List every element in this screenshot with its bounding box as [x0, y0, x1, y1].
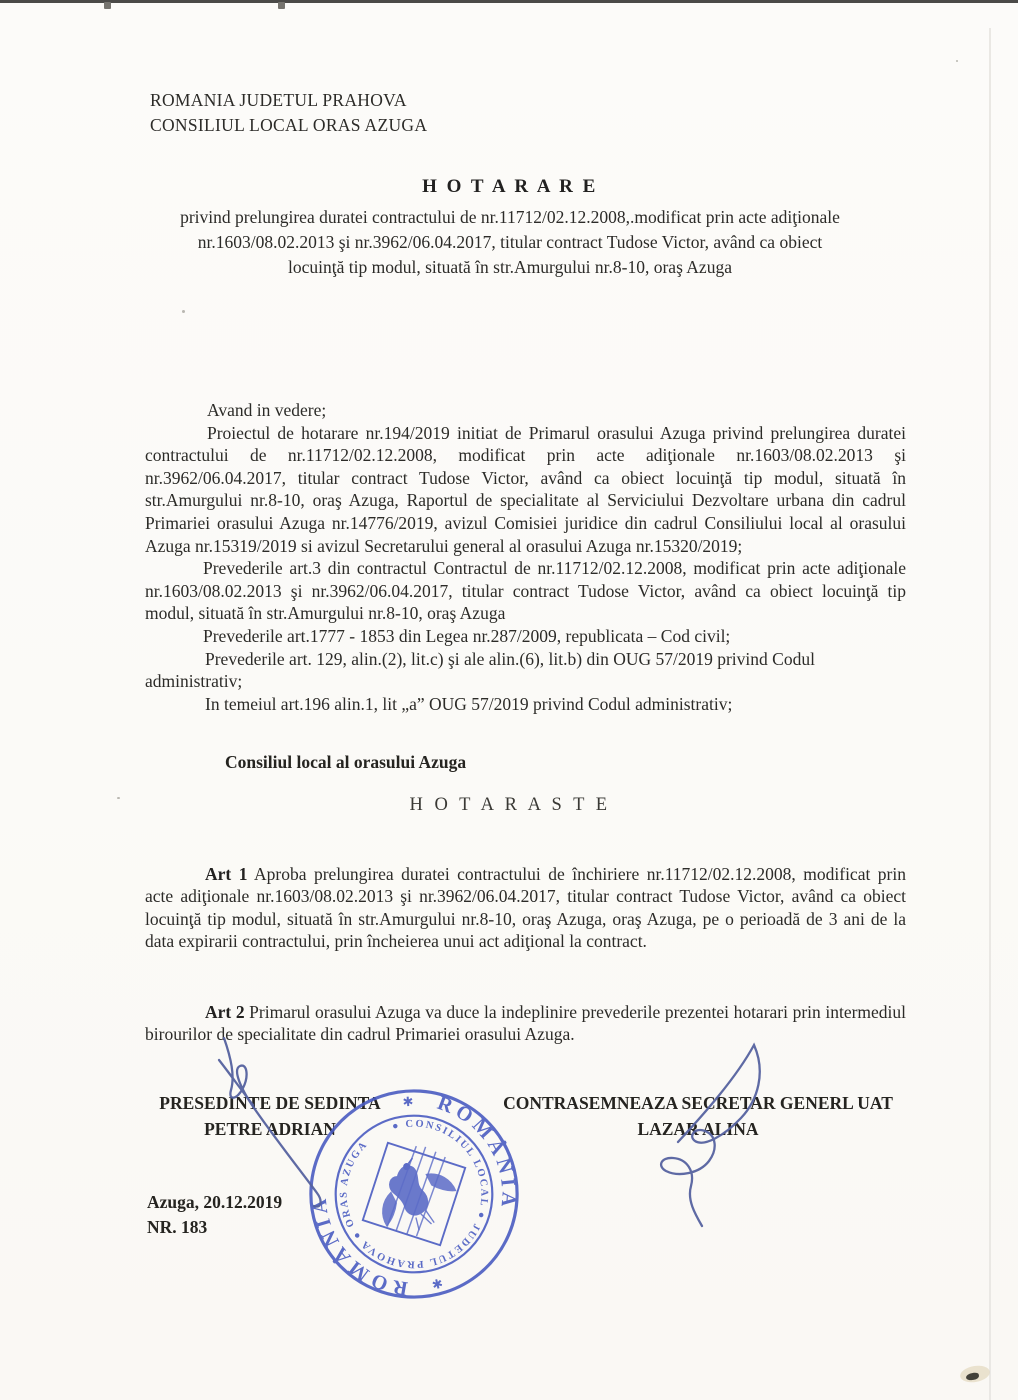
scan-top-edge-artifact — [0, 0, 1018, 3]
article-2-text: Primarul orasului Azuga va duce la indeplinire prevederile prezentei hotarari prin intermediul birourilor de specialitate din cadrul Primariei orasului Azuga. — [145, 1001, 907, 1045]
preamble-paragraph: In temeiul art.196 alin.1, lit „a” OUG 57/2019 privind Codul administrativ; — [205, 693, 733, 714]
document-title: H O T A R A R E — [422, 176, 598, 197]
decision-heading: H O T A R A S T E — [409, 795, 611, 815]
scan-right-edge-artifact — [989, 28, 991, 1400]
title-block — [129, 176, 891, 280]
signature-block-secretary — [488, 1090, 908, 1142]
preamble-paragraph: Prevederile art.1777 - 1853 din Legea nr.287/2009, republicata – Cod civil; — [203, 625, 731, 646]
article-2 — [145, 1001, 906, 1046]
scan-speck — [117, 797, 120, 799]
subtitle-line: nr.1603/08.02.2013 şi nr.3962/06.04.2017, titular contract Tudose Victor, având ca obiect — [197, 232, 823, 252]
subtitle-line: privind prelungirea duratei contractului de nr.11712/02.12.2008,.modificat prin acte adiţionale — [180, 207, 840, 227]
president-role: PRESEDINTE DE SEDINTA — [159, 1093, 381, 1113]
scan-speck — [956, 60, 958, 62]
issuer-country-county: ROMANIA JUDETUL PRAHOVA — [150, 90, 407, 110]
scan-notch-artifact — [104, 2, 111, 9]
article-1 — [145, 863, 906, 953]
article-2-label: Art 2 — [205, 1001, 245, 1022]
decision-number: NR. 183 — [147, 1217, 208, 1237]
stamp-country-text — [304, 1174, 415, 1308]
letterhead — [150, 88, 427, 138]
preamble-paragraph: Prevederile art. 129, alin.(2), lit.c) şi ale alin.(6), lit.b) din OUG 57/2019 privind Codul administrativ; — [145, 648, 815, 692]
signature-block-president — [150, 1090, 390, 1142]
stamp-ring-text: ● CONSILIUL LOCAL ● JUDETUL PRAHOVA ● ORAS AZUGA — [338, 1118, 490, 1270]
subtitle-line: locuinţă tip modul, situată în str.Amurgului nr.8-10, oraş Azuga — [288, 257, 732, 277]
scan-speck — [182, 310, 185, 313]
article-1-label: Art 1 — [205, 863, 248, 884]
secretary-name: LAZAR ALINA — [637, 1119, 759, 1139]
stamp-country-right: ROMÂNIA — [434, 1092, 520, 1212]
preamble-paragraph: Proiectul de hotarare nr.194/2019 initiat de Primarul orasului Azuga privind prelungirea duratei contractului de nr.11712/02.12.2008, modificat prin acte adiţionale nr.1603/08.02.2013 şi nr.3962/06.04.2017, titular contract Tudose Victor, având ca obiect locuinţă tip modul, situată în str.Amurgului nr.8-10, oraş Azuga, Raportul de specialitate al Serviciului Dezvoltare urbana din cadrul Primariei orasului Azuga nr.14776/2019, avizul Comisiei juridice din cadrul Consiliului local al orasului Azuga nr.15319/2019 si avizul Secretarului general al orasului Azuga nr.15320/2019; — [145, 422, 906, 556]
preamble-paragraph: Prevederile art.3 din contractul Contractul de nr.11712/02.12.2008, modificat prin acte adiţionale nr.1603/08.02.2013 şi nr.3962/06.04.2017, titular contract Tudose Victor, având ca obiect locuinţă tip modul, situată în str.Amurgului nr.8-10, oraş Azuga — [145, 558, 906, 624]
document-subtitle — [129, 205, 891, 280]
president-name: PETRE ADRIAN — [204, 1119, 336, 1139]
stamp-country-bottom: ROMÂNIA — [308, 1193, 410, 1300]
place-and-date: Azuga, 20.12.2019 — [147, 1192, 283, 1212]
secretary-role: CONTRASEMNEAZA SECRETAR GENERL UAT — [503, 1093, 893, 1113]
preamble-intro: Avand in vedere; — [207, 400, 327, 420]
preamble-section — [145, 399, 906, 715]
issuer-council: CONSILIUL LOCAL ORAS AZUGA — [150, 115, 428, 135]
article-1-text: Aproba prelungirea duratei contractului de închiriere nr.11712/02.12.2008, modificat prin acte adiţionale nr.1603/08.02.2013 şi nr.3962/06.04.2017, titular contract Tudose Victor, având ca obiect locuinţă tip modul, situată în str.Amurgului nr.8-10, oraş Azuga, oraş Azuga, pe o perioadă de 3 ani de la data expirarii contractului, prin încheierea unui act adiţional la contract. — [145, 863, 906, 952]
stamp-star: ✱ — [430, 1275, 445, 1292]
scan-notch-artifact — [278, 2, 285, 9]
stamp-star: ✱ — [402, 1094, 414, 1110]
council-declaration-line: Consiliul local al orasului Azuga — [225, 752, 467, 772]
footer-block — [147, 1190, 282, 1240]
